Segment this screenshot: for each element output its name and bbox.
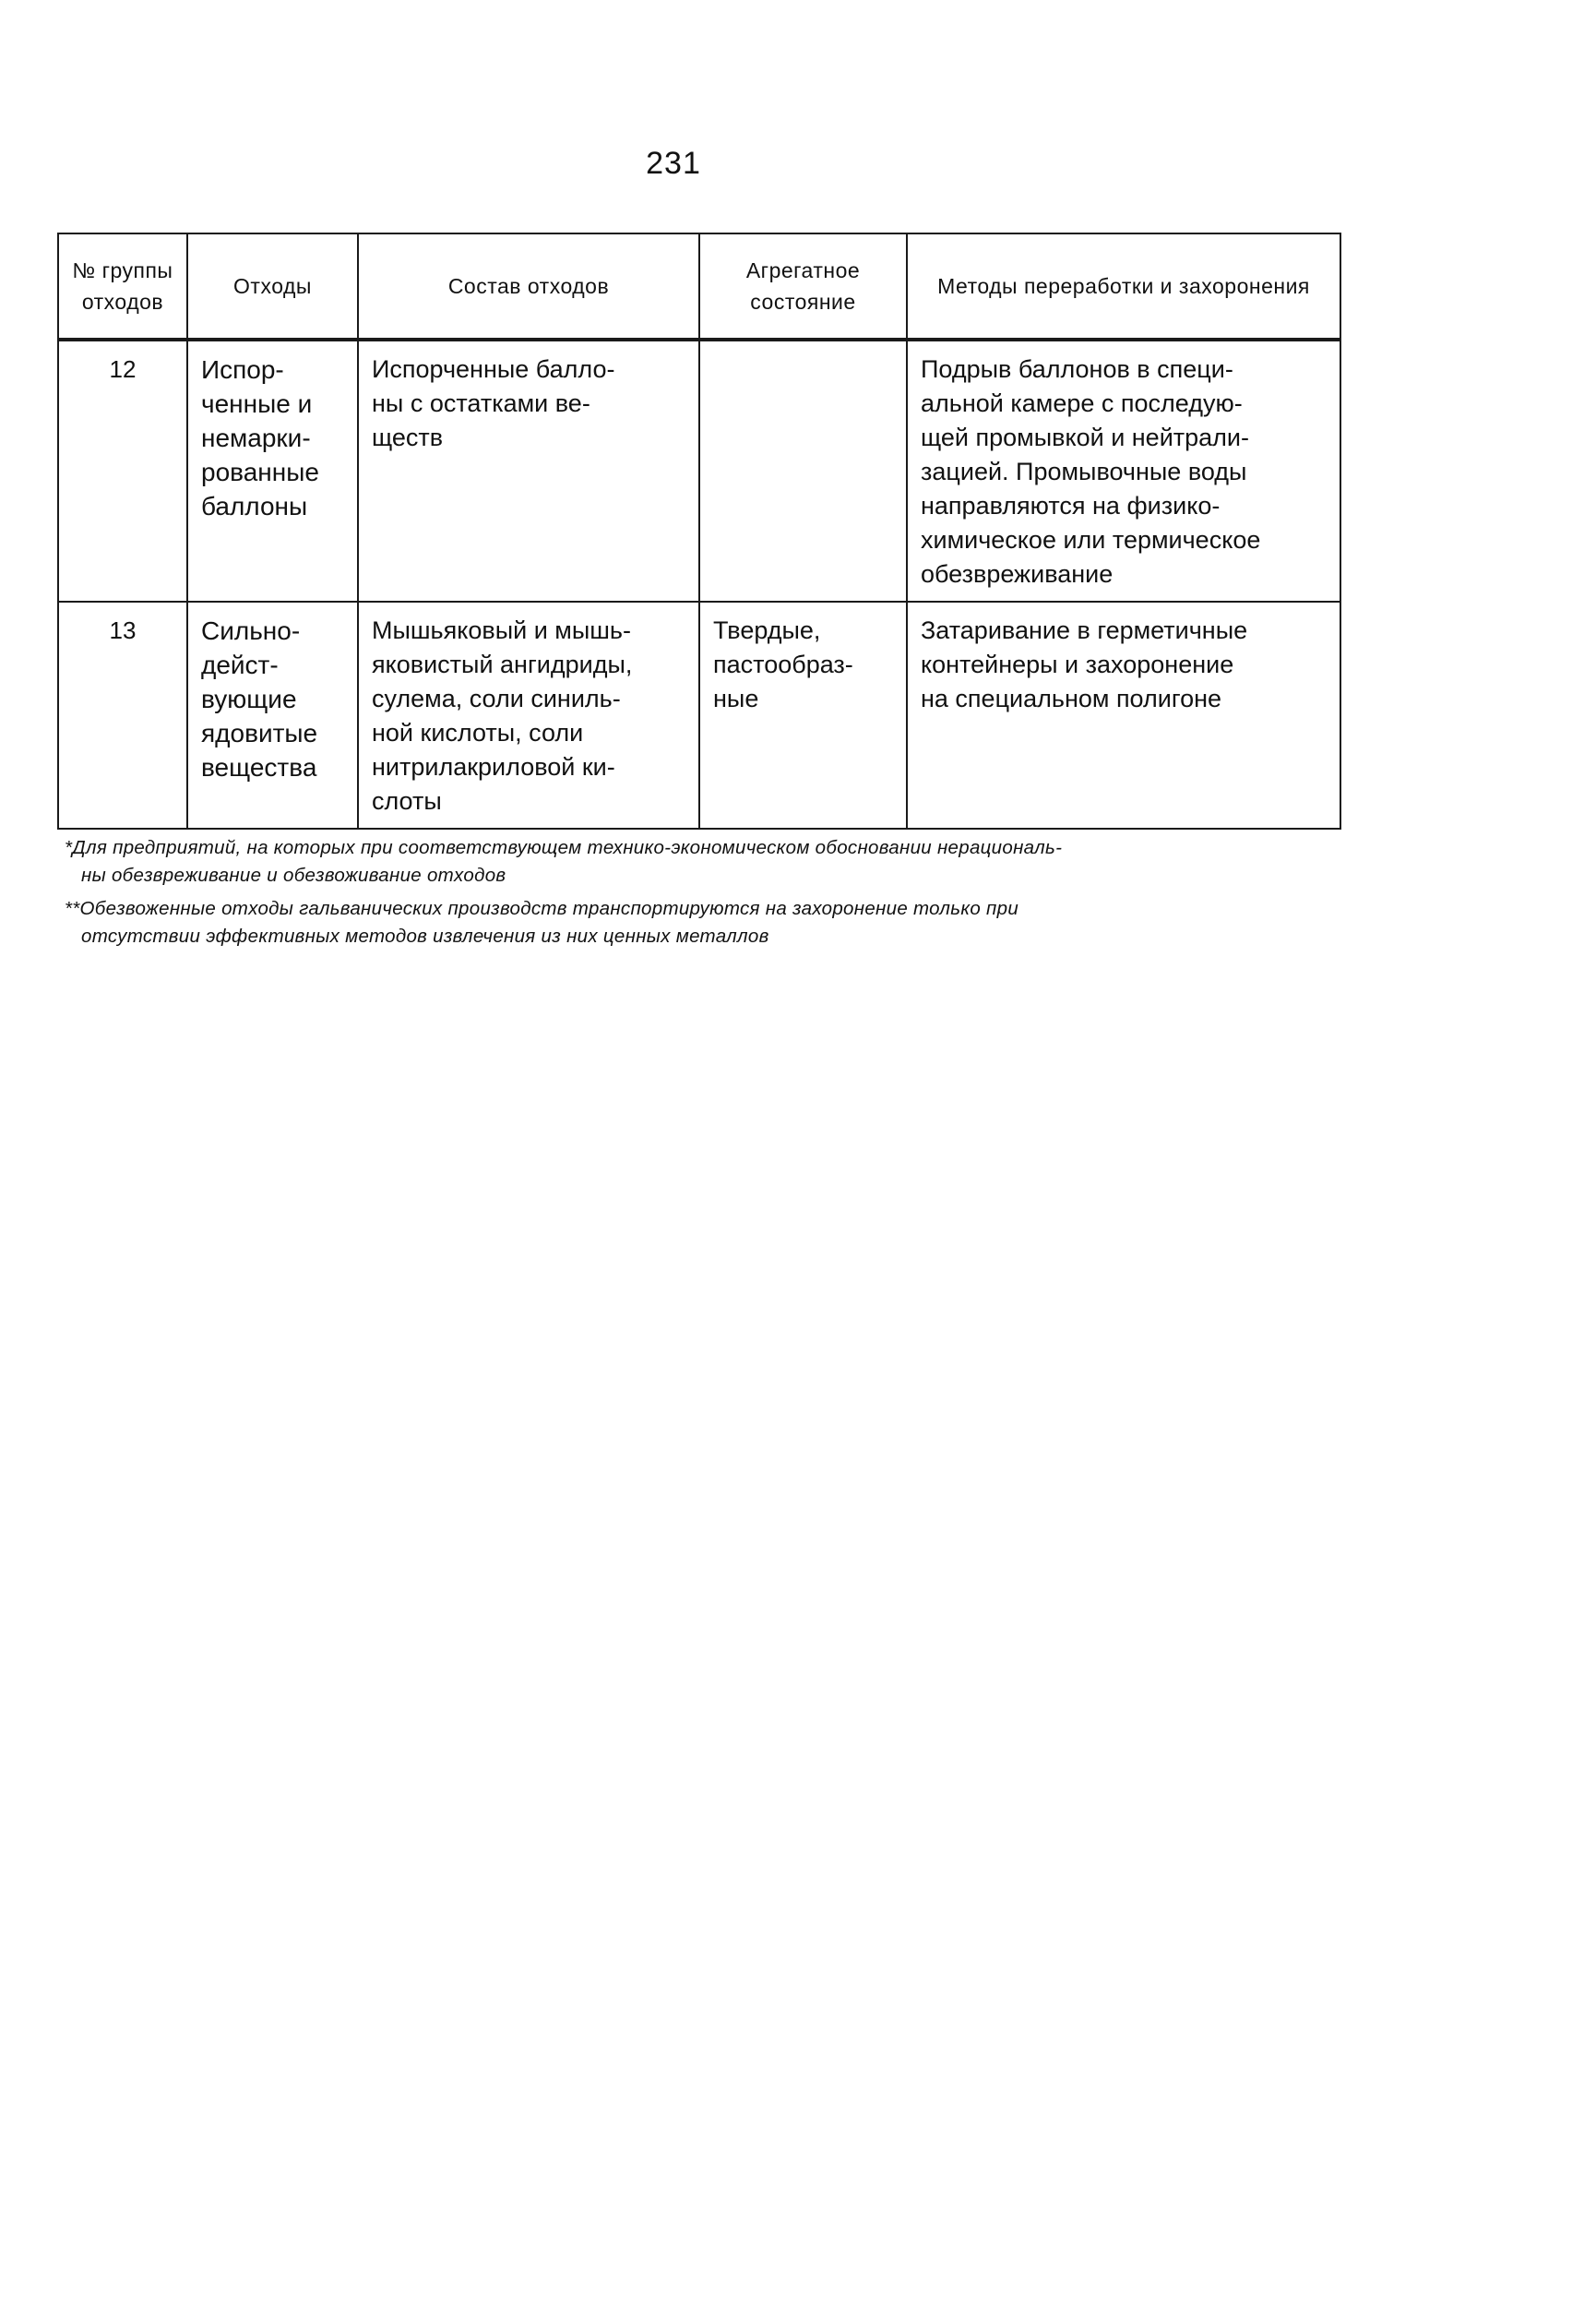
header-composition: Состав отходов <box>358 233 699 340</box>
footnote-line: *Для предприятий, на которых при соответствующем технико-экономическом обосновании нерациональ- <box>65 837 1063 858</box>
table-header-row <box>58 233 1340 340</box>
cell-processing-methods: Подрыв баллонов в специ- альной камере с последую- щей промывкой и нейтрали- зацией. Промывочные воды направляются на физико- химическое или термическое обезвреживание <box>907 340 1340 602</box>
footnote-line: отсутствии эффективных методов извлечения из них ценных металлов <box>81 926 769 947</box>
header-waste: Отходы <box>187 233 358 340</box>
header-processing-methods: Методы переработки и захоронения <box>907 233 1340 340</box>
waste-table <box>57 233 1341 830</box>
header-group-number: № группы отходов <box>58 233 187 340</box>
footnote-single-asterisk <box>65 834 1356 890</box>
table-row <box>58 340 1340 602</box>
footnote-line: ны обезвреживание и обезвоживание отходов <box>81 865 506 886</box>
page-number: 231 <box>646 146 701 181</box>
cell-waste: Сильно- дейст- вующие ядовитые вещества <box>187 602 358 829</box>
footnote-line: **Обезвоженные отходы гальванических производств транспортируются на захоронение только при <box>65 898 1019 919</box>
cell-group-number: 13 <box>58 602 187 829</box>
footnote-double-asterisk <box>65 895 1356 951</box>
cell-waste: Испор- ченные и немарки- рованные баллоны <box>187 340 358 602</box>
cell-composition: Испорченные балло- ны с остатками ве- ществ <box>358 340 699 602</box>
cell-aggregate-state <box>699 340 907 602</box>
header-aggregate-state: Агрегатное состояние <box>699 233 907 340</box>
table-row <box>58 602 1340 829</box>
cell-aggregate-state: Твердые, пастообраз- ные <box>699 602 907 829</box>
cell-group-number: 12 <box>58 340 187 602</box>
cell-composition: Мышьяковый и мышь- яковистый ангидриды, сулема, соли синиль- ной кислоты, соли нитрилакриловой ки- слоты <box>358 602 699 829</box>
footnotes <box>65 834 1356 956</box>
cell-processing-methods: Затаривание в герметичные контейнеры и захоронение на специальном полигоне <box>907 602 1340 829</box>
